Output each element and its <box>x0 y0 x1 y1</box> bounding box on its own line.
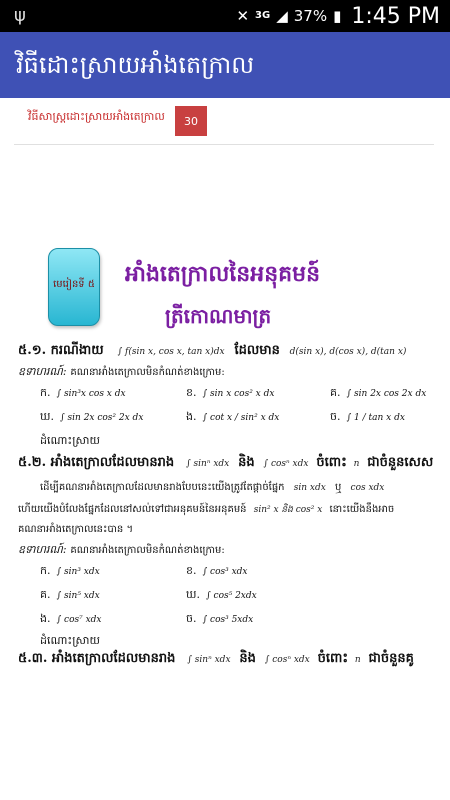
solution1-label: ដំណោះស្រាយ <box>40 434 100 447</box>
app-bar <box>0 32 450 98</box>
app-title: វិធីដោះស្រាយអាំងតេក្រាល <box>16 51 255 79</box>
battery-icon: ▮ <box>333 7 342 25</box>
example1-item: ក. ∫ sin³x cos x dx <box>40 386 126 399</box>
example1-item: ឃ. ∫ sin 2x cos² 2x dx <box>40 410 144 423</box>
clock: 1:45 PM <box>351 3 440 29</box>
page-number: 30 <box>175 106 207 136</box>
page-header-label: វិធីសាស្ត្រដោះស្រាយអាំងតេក្រាល <box>28 110 165 123</box>
usb-icon: ψ <box>14 5 26 26</box>
chapter-title-line1: អាំងតេក្រាលនៃអនុគមន៍ <box>125 262 321 287</box>
example2-item: ក. ∫ sin³ xdx <box>40 564 100 577</box>
lesson-badge <box>48 248 100 326</box>
section1-heading: ៥.១. ករណីងាយ ∫ f(sin x, cos x, tan x)dx ដែលមាន d(sin x), d(cos x), d(tan x) <box>18 343 407 358</box>
example1-item: គ. ∫ sin 2x cos 2x dx <box>330 386 427 399</box>
section2-heading: ៥.២. អាំងតេក្រាលដែលមានរាង ∫ sinⁿ xdx និង ∫ cosⁿ xdx ចំពោះ n ជាចំនួនសេស <box>18 455 434 470</box>
signal-icon: ◢ <box>276 7 288 25</box>
paragraph2-line3: គណនាអាំងតេក្រាលនេះបាន ។ <box>18 524 134 535</box>
section3-heading: ៥.៣. អាំងតេក្រាលដែលមានរាង ∫ sinⁿ xdx និង ∫ cosⁿ xdx ចំពោះ n ជាចំនួនគូ <box>18 651 414 666</box>
mute-icon: ✕ <box>236 7 250 25</box>
example1-item: ខ. ∫ sin x cos² x dx <box>186 386 275 399</box>
battery-percent: 37% <box>293 7 328 25</box>
example2-item: ច. ∫ cos³ 5xdx <box>186 612 254 625</box>
example2-item: ង. ∫ cos⁷ xdx <box>40 612 102 625</box>
paragraph2-line2: ហើយយើងបំលែងផ្នែកដែលនៅសល់ទៅជាអនុគមន៍នៃអនុគមន៍ sin² x និង cos² x នោះយើងនឹងអាច <box>18 504 395 515</box>
chapter-title-line2: ត្រីកោណមាត្រ <box>165 304 272 328</box>
paragraph2-line1: ដើម្បីគណនាអាំងតេក្រាលដែលមានរាងបែបនេះយើងត្រូវតែផ្តាច់ផ្នែក sin xdx ឬ cos xdx <box>40 482 385 493</box>
lesson-badge-text: មេរៀនទី ៥ <box>53 279 95 290</box>
status-icons <box>236 0 440 32</box>
example2-line: ឧទាហរណ៍: គណនាអាំងតេក្រាលមិនកំណត់ខាងក្រោម: <box>18 543 225 556</box>
example2-item: ខ. ∫ cos³ xdx <box>186 564 248 577</box>
network-type: 3G <box>255 10 271 21</box>
example2-item: ឃ. ∫ cos⁵ 2xdx <box>186 588 257 601</box>
solution2-label: ដំណោះស្រាយ <box>40 634 100 647</box>
header-divider <box>14 144 434 145</box>
example1-line: ឧទាហរណ៍: គណនាអាំងតេក្រាលមិនកំណត់ខាងក្រោម: <box>18 365 225 378</box>
example1-item: ង. ∫ cot x / sin² x dx <box>186 410 280 423</box>
status-bar <box>0 0 450 32</box>
document-page[interactable] <box>0 98 450 668</box>
blank-area <box>0 668 450 800</box>
example2-item: គ. ∫ sin⁵ xdx <box>40 588 100 601</box>
example1-item: ច. ∫ 1 / tan x dx <box>330 410 405 423</box>
